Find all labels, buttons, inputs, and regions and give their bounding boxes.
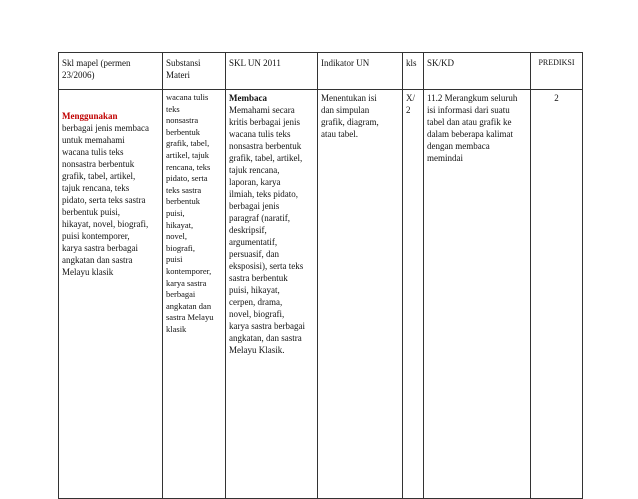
- cell-substansi-materi: wacana tulis teks nonsastra berbentuk grafik, tabel, artikel, tajuk rencana, teks pidato, serta teks sastra berbentuk puisi, hikayat, novel, biografi, puisi kontemporer, karya sastra berbagai angkatan dan sastra Melayu klasik: [163, 90, 226, 499]
- cell-prediksi: 2: [531, 90, 583, 499]
- cell-skl-mapel: [59, 90, 163, 499]
- skl-body-text: berbagai jenis membaca untuk memahami wacana tulis teks nonsastra berbentuk grafik, tabel, artikel, tajuk rencana, teks pidato, serta teks sastra berbentuk puisi, hikayat, novel, biografi, puisi kontemporer, karya sastra berbagai angkatan dan sastra Melayu klasik: [62, 123, 149, 277]
- skl-highlight-word: Menggunakan: [62, 111, 118, 121]
- skl-un-body: Memahami secara kritis berbagai jenis wacana tulis teks nonsastra berbentuk grafik, tabel, artikel, tajuk rencana, laporan, karya ilmiah, teks pidato, berbagai jenis paragraf (naratif, deskripsif, argumentatif, persuasif, dan eksposisi), serta teks sastra berbentuk puisi, hikayat, cerpen, drama, novel, biografi, karya sastra berbagai angkatan, dan sastra Melayu Klasik.: [229, 105, 305, 355]
- curriculum-table: [58, 52, 583, 499]
- header-skl-un: SKL UN 2011: [226, 53, 318, 90]
- table-header-row: [59, 53, 583, 90]
- header-kls: kls: [403, 53, 424, 90]
- cell-kls: X/ 2: [403, 90, 424, 499]
- header-prediksi: PREDIKSI: [531, 53, 583, 90]
- cell-sk-kd: 11.2 Merangkum seluruh isi informasi dari suatu tabel dan atau grafik ke dalam beberapa kalimat dengan membaca memindai: [424, 90, 531, 499]
- header-skl-mapel: Skl mapel (permen 23/2006): [59, 53, 163, 90]
- cell-indikator-un: Menentukan isi dan simpulan grafik, diagram, atau tabel.: [318, 90, 403, 499]
- skl-un-title: Membaca: [229, 93, 267, 103]
- header-sk-kd: SK/KD: [424, 53, 531, 90]
- table-row: [59, 90, 583, 499]
- header-indikator-un: Indikator UN: [318, 53, 403, 90]
- header-substansi-materi: Substansi Materi: [163, 53, 226, 90]
- cell-skl-un: [226, 90, 318, 499]
